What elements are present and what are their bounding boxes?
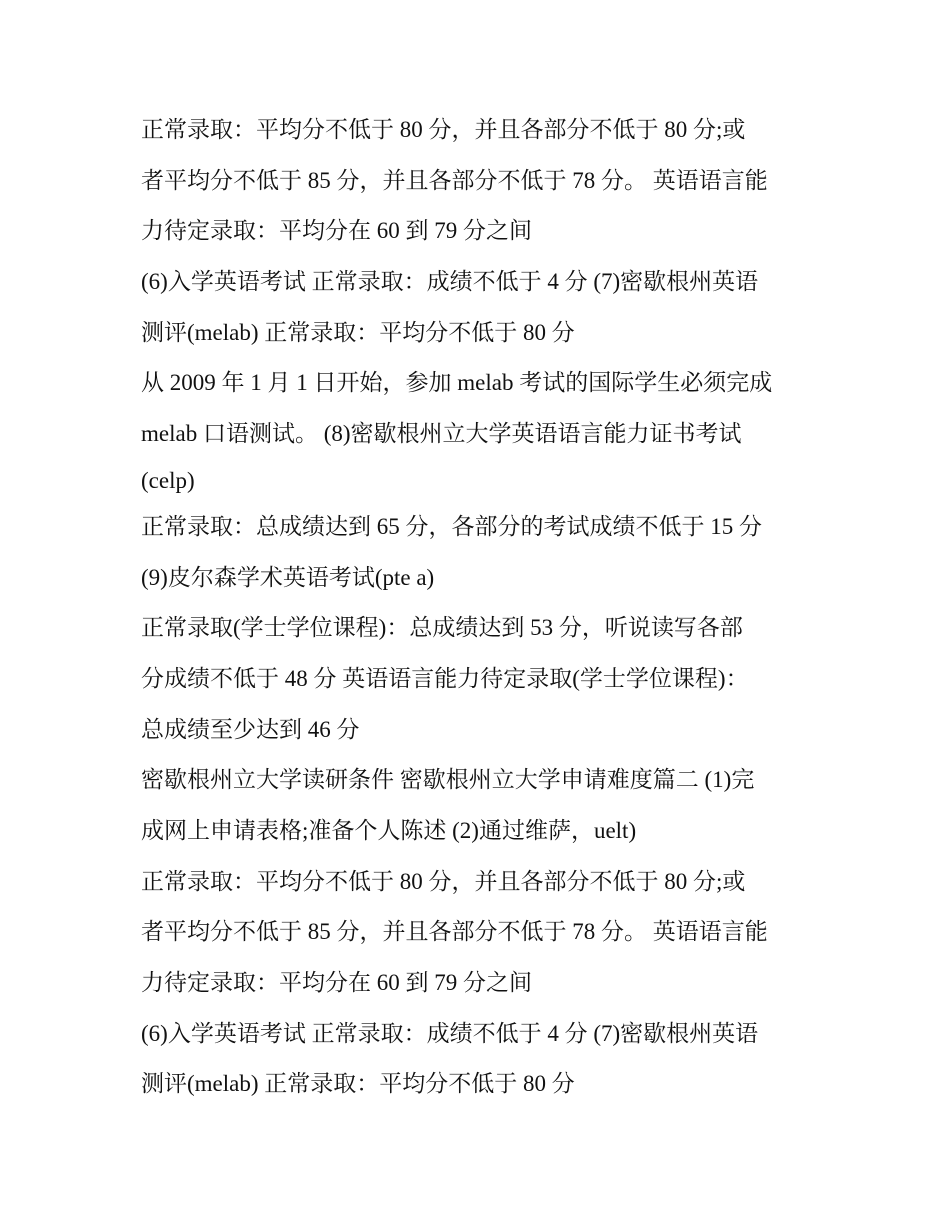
text-line: 者平均分不低于 85 分，并且各部分不低于 78 分。 英语语言能 xyxy=(141,919,768,945)
text-line: 正常录取(学士学位课程)：总成绩达到 53 分，听说读写各部 xyxy=(141,615,743,641)
document-body xyxy=(141,105,821,1110)
text-line: 总成绩至少达到 46 分 xyxy=(141,716,360,742)
text-line: 正常录取：平均分不低于 80 分，并且各部分不低于 80 分;或 xyxy=(141,868,746,894)
text-line: (6)入学英语考试 正常录取：成绩不低于 4 分 (7)密歇根州英语 xyxy=(141,269,759,295)
text-line: 分成绩不低于 48 分 英语语言能力待定录取(学士学位课程)： xyxy=(141,665,749,691)
text-line: 正常录取：平均分不低于 80 分，并且各部分不低于 80 分;或 xyxy=(141,117,746,142)
text-line: 从 2009 年 1 月 1 日开始，参加 melab 考试的国际学生必须完成 xyxy=(141,370,773,396)
text-line: 测评(melab) 正常录取：平均分不低于 80 分 xyxy=(141,1071,575,1097)
text-line: 正常录取：总成绩达到 65 分，各部分的考试成绩不低于 15 分 xyxy=(141,513,762,539)
text-line: (6)入学英语考试 正常录取：成绩不低于 4 分 (7)密歇根州英语 xyxy=(141,1020,759,1046)
text-line: melab 口语测试。 (8)密歇根州立大学英语语言能力证书考试 xyxy=(141,421,742,447)
text-line: 密歇根州立大学读研条件 密歇根州立大学申请难度篇二 (1)完 xyxy=(141,767,755,793)
text-line: 测评(melab) 正常录取：平均分不低于 80 分 xyxy=(141,319,575,345)
text-line: 者平均分不低于 85 分，并且各部分不低于 78 分。 英语语言能 xyxy=(141,167,768,193)
text-line: (9)皮尔森学术英语考试(pte a) xyxy=(141,564,435,590)
text-line: 成网上申请表格;准备个人陈述 (2)通过维萨，uelt) xyxy=(141,817,637,843)
text-line: 力待定录取：平均分在 60 到 79 分之间 xyxy=(141,218,532,244)
text-line: (celp) xyxy=(141,467,195,493)
text-line: 力待定录取：平均分在 60 到 79 分之间 xyxy=(141,970,532,995)
